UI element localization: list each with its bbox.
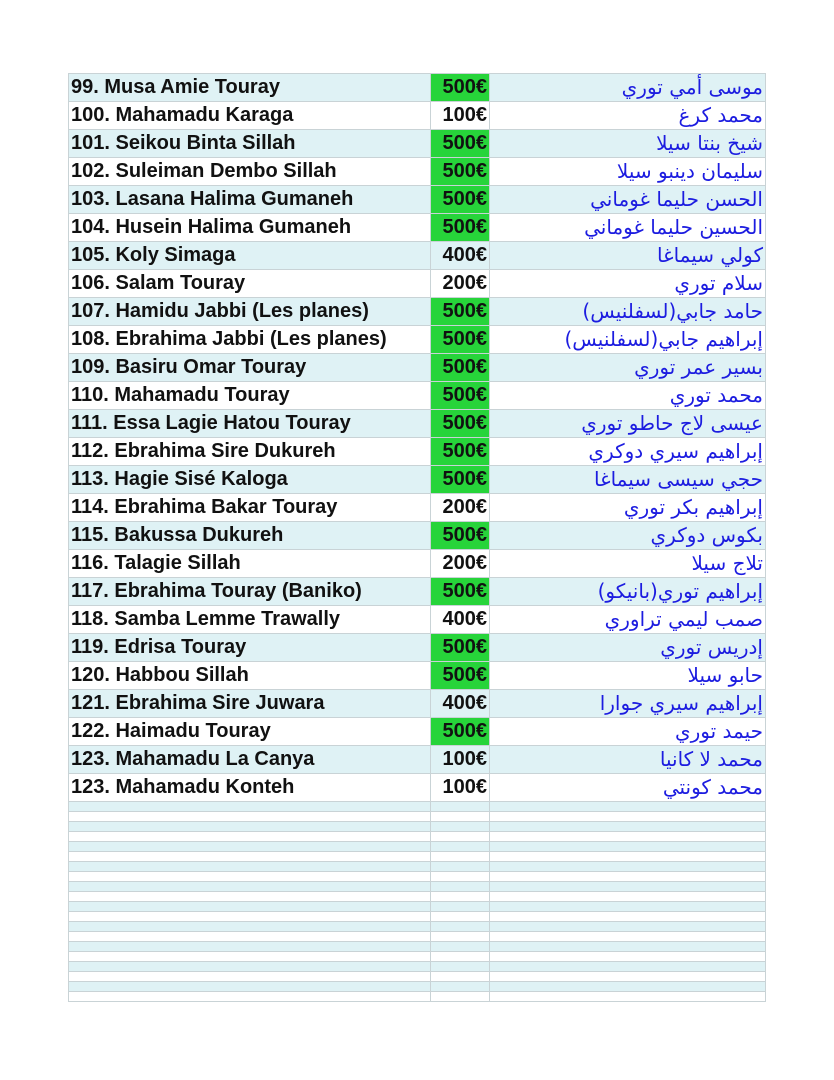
empty-cell[interactable]: [69, 962, 431, 971]
empty-cell[interactable]: [431, 902, 490, 911]
name-cell[interactable]: 119. Edrisa Touray: [69, 634, 431, 661]
empty-cell[interactable]: [431, 832, 490, 841]
empty-cell[interactable]: [431, 892, 490, 901]
empty-cell[interactable]: [69, 882, 431, 891]
table-row[interactable]: [69, 690, 766, 718]
amount-cell[interactable]: 500€: [431, 466, 490, 493]
empty-row[interactable]: [69, 892, 766, 902]
name-cell[interactable]: 106. Salam Touray: [69, 270, 431, 297]
amount-cell[interactable]: 500€: [431, 718, 490, 745]
amount-cell[interactable]: 100€: [431, 774, 490, 801]
empty-cell[interactable]: [431, 852, 490, 861]
empty-row[interactable]: [69, 982, 766, 992]
arabic-name-cell[interactable]: بكوس دوكري: [490, 522, 766, 549]
empty-cell[interactable]: [69, 902, 431, 911]
arabic-name-cell[interactable]: إبراهيم جابي(لسفلنيس): [490, 326, 766, 353]
table-row[interactable]: [69, 606, 766, 634]
empty-cell[interactable]: [490, 822, 766, 831]
empty-cell[interactable]: [69, 942, 431, 951]
arabic-name-cell[interactable]: حابو سيلا: [490, 662, 766, 689]
empty-cell[interactable]: [431, 972, 490, 981]
empty-rows: [69, 802, 766, 1002]
arabic-name-cell[interactable]: سليمان دينبو سيلا: [490, 158, 766, 185]
amount-cell[interactable]: 500€: [431, 438, 490, 465]
empty-cell[interactable]: [431, 952, 490, 961]
empty-cell[interactable]: [431, 862, 490, 871]
empty-cell[interactable]: [69, 862, 431, 871]
amount-cell[interactable]: 200€: [431, 270, 490, 297]
empty-row[interactable]: [69, 952, 766, 962]
empty-cell[interactable]: [69, 822, 431, 831]
arabic-name-cell[interactable]: إبراهيم سيري دوكري: [490, 438, 766, 465]
empty-cell[interactable]: [431, 822, 490, 831]
name-cell[interactable]: 120. Habbou Sillah: [69, 662, 431, 689]
name-cell[interactable]: 111. Essa Lagie Hatou Touray: [69, 410, 431, 437]
empty-cell[interactable]: [69, 922, 431, 931]
empty-cell[interactable]: [69, 932, 431, 941]
table-row[interactable]: [69, 494, 766, 522]
amount-cell[interactable]: 500€: [431, 214, 490, 241]
table-row[interactable]: [69, 438, 766, 466]
table-row[interactable]: [69, 746, 766, 774]
name-cell[interactable]: 99. Musa Amie Touray: [69, 74, 431, 101]
empty-cell[interactable]: [431, 872, 490, 881]
empty-cell[interactable]: [69, 832, 431, 841]
table-row[interactable]: [69, 102, 766, 130]
name-cell[interactable]: 114. Ebrahima Bakar Touray: [69, 494, 431, 521]
empty-row[interactable]: [69, 852, 766, 862]
amount-cell[interactable]: 500€: [431, 326, 490, 353]
name-cell[interactable]: 109. Basiru Omar Touray: [69, 354, 431, 381]
amount-cell[interactable]: 400€: [431, 606, 490, 633]
empty-cell[interactable]: [431, 812, 490, 821]
empty-cell[interactable]: [490, 882, 766, 891]
amount-cell[interactable]: 100€: [431, 746, 490, 773]
empty-cell[interactable]: [69, 912, 431, 921]
table-row[interactable]: [69, 550, 766, 578]
empty-cell[interactable]: [490, 892, 766, 901]
empty-cell[interactable]: [490, 902, 766, 911]
arabic-name-cell[interactable]: كولي سيماغا: [490, 242, 766, 269]
amount-cell[interactable]: 500€: [431, 158, 490, 185]
amount-cell[interactable]: 500€: [431, 186, 490, 213]
empty-cell[interactable]: [69, 892, 431, 901]
empty-cell[interactable]: [431, 942, 490, 951]
amount-cell[interactable]: 400€: [431, 690, 490, 717]
name-cell[interactable]: 107. Hamidu Jabbi (Les planes): [69, 298, 431, 325]
empty-row[interactable]: [69, 842, 766, 852]
arabic-name-cell[interactable]: محمد كرغ: [490, 102, 766, 129]
empty-row[interactable]: [69, 942, 766, 952]
amount-cell[interactable]: 500€: [431, 74, 490, 101]
empty-row[interactable]: [69, 832, 766, 842]
arabic-name-cell[interactable]: محمد توري: [490, 382, 766, 409]
empty-cell[interactable]: [431, 922, 490, 931]
name-cell[interactable]: 104. Husein Halima Gumaneh: [69, 214, 431, 241]
empty-cell[interactable]: [431, 982, 490, 991]
table-row[interactable]: [69, 718, 766, 746]
arabic-name-cell[interactable]: صمب ليمي تراوري: [490, 606, 766, 633]
table-row[interactable]: [69, 158, 766, 186]
arabic-name-cell[interactable]: محمد كونتي: [490, 774, 766, 801]
arabic-name-cell[interactable]: إبراهيم توري(بانيكو): [490, 578, 766, 605]
empty-cell[interactable]: [490, 962, 766, 971]
empty-cell[interactable]: [490, 932, 766, 941]
amount-cell[interactable]: 500€: [431, 298, 490, 325]
empty-row[interactable]: [69, 932, 766, 942]
empty-cell[interactable]: [69, 952, 431, 961]
name-cell[interactable]: 108. Ebrahima Jabbi (Les planes): [69, 326, 431, 353]
table-row[interactable]: [69, 522, 766, 550]
table-row[interactable]: [69, 74, 766, 102]
empty-row[interactable]: [69, 912, 766, 922]
empty-cell[interactable]: [69, 842, 431, 851]
table-row[interactable]: [69, 214, 766, 242]
name-cell[interactable]: 115. Bakussa Dukureh: [69, 522, 431, 549]
empty-cell[interactable]: [490, 972, 766, 981]
empty-row[interactable]: [69, 882, 766, 892]
arabic-name-cell[interactable]: عيسى لاج حاطو توري: [490, 410, 766, 437]
name-cell[interactable]: 113. Hagie Sisé Kaloga: [69, 466, 431, 493]
name-cell[interactable]: 116. Talagie Sillah: [69, 550, 431, 577]
empty-cell[interactable]: [490, 992, 766, 1001]
arabic-name-cell[interactable]: حجي سيسى سيماغا: [490, 466, 766, 493]
table-row[interactable]: [69, 410, 766, 438]
amount-cell[interactable]: 400€: [431, 242, 490, 269]
arabic-name-cell[interactable]: موسى أمي توري: [490, 74, 766, 101]
arabic-name-cell[interactable]: إدريس توري: [490, 634, 766, 661]
empty-row[interactable]: [69, 872, 766, 882]
empty-cell[interactable]: [490, 812, 766, 821]
amount-cell[interactable]: 200€: [431, 550, 490, 577]
amount-cell[interactable]: 100€: [431, 102, 490, 129]
empty-cell[interactable]: [431, 912, 490, 921]
empty-row[interactable]: [69, 972, 766, 982]
empty-cell[interactable]: [69, 852, 431, 861]
empty-cell[interactable]: [69, 972, 431, 981]
table-row[interactable]: [69, 466, 766, 494]
name-cell[interactable]: 105. Koly Simaga: [69, 242, 431, 269]
table-row[interactable]: [69, 186, 766, 214]
empty-row[interactable]: [69, 962, 766, 972]
name-cell[interactable]: 121. Ebrahima Sire Juwara: [69, 690, 431, 717]
amount-cell[interactable]: 500€: [431, 578, 490, 605]
table-row[interactable]: [69, 298, 766, 326]
name-cell[interactable]: 118. Samba Lemme Trawally: [69, 606, 431, 633]
table-row[interactable]: [69, 774, 766, 802]
arabic-name-cell[interactable]: بسير عمر توري: [490, 354, 766, 381]
name-cell[interactable]: 117. Ebrahima Touray (Baniko): [69, 578, 431, 605]
empty-row[interactable]: [69, 902, 766, 912]
arabic-name-cell[interactable]: شيخ بنتا سيلا: [490, 130, 766, 157]
empty-cell[interactable]: [490, 912, 766, 921]
amount-cell[interactable]: 500€: [431, 522, 490, 549]
name-cell[interactable]: 103. Lasana Halima Gumaneh: [69, 186, 431, 213]
name-cell[interactable]: 123. Mahamadu La Canya: [69, 746, 431, 773]
arabic-name-cell[interactable]: تلاج سيلا: [490, 550, 766, 577]
name-cell[interactable]: 122. Haimadu Touray: [69, 718, 431, 745]
spreadsheet-table: [68, 73, 766, 1002]
arabic-name-cell[interactable]: إبراهيم سيري جوارا: [490, 690, 766, 717]
empty-cell[interactable]: [431, 992, 490, 1001]
amount-cell[interactable]: 200€: [431, 494, 490, 521]
table-row[interactable]: [69, 326, 766, 354]
amount-cell[interactable]: 500€: [431, 634, 490, 661]
empty-cell[interactable]: [69, 802, 431, 811]
empty-cell[interactable]: [490, 852, 766, 861]
table-body: [69, 74, 766, 802]
empty-cell[interactable]: [490, 802, 766, 811]
empty-row[interactable]: [69, 922, 766, 932]
empty-cell[interactable]: [431, 842, 490, 851]
empty-cell[interactable]: [490, 832, 766, 841]
empty-cell[interactable]: [69, 812, 431, 821]
empty-cell[interactable]: [490, 982, 766, 991]
name-cell[interactable]: 100. Mahamadu Karaga: [69, 102, 431, 129]
arabic-name-cell[interactable]: محمد لا كانيا: [490, 746, 766, 773]
amount-cell[interactable]: 500€: [431, 382, 490, 409]
arabic-name-cell[interactable]: الحسين حليما غوماني: [490, 214, 766, 241]
amount-cell[interactable]: 500€: [431, 130, 490, 157]
empty-cell[interactable]: [69, 992, 431, 1001]
empty-cell[interactable]: [490, 942, 766, 951]
table-row[interactable]: [69, 270, 766, 298]
name-cell[interactable]: 112. Ebrahima Sire Dukureh: [69, 438, 431, 465]
empty-cell[interactable]: [431, 932, 490, 941]
empty-cell[interactable]: [431, 962, 490, 971]
empty-row[interactable]: [69, 802, 766, 812]
empty-cell[interactable]: [490, 862, 766, 871]
arabic-name-cell[interactable]: سلام توري: [490, 270, 766, 297]
empty-cell[interactable]: [431, 882, 490, 891]
amount-cell[interactable]: 500€: [431, 410, 490, 437]
empty-row[interactable]: [69, 992, 766, 1002]
arabic-name-cell[interactable]: الحسن حليما غوماني: [490, 186, 766, 213]
empty-cell[interactable]: [490, 842, 766, 851]
table-row[interactable]: [69, 242, 766, 270]
arabic-name-cell[interactable]: إبراهيم بكر توري: [490, 494, 766, 521]
empty-cell[interactable]: [490, 872, 766, 881]
amount-cell[interactable]: 500€: [431, 662, 490, 689]
empty-row[interactable]: [69, 822, 766, 832]
empty-cell[interactable]: [69, 872, 431, 881]
empty-row[interactable]: [69, 862, 766, 872]
empty-cell[interactable]: [69, 982, 431, 991]
arabic-name-cell[interactable]: حامد جابي(لسفلنيس): [490, 298, 766, 325]
empty-cell[interactable]: [490, 922, 766, 931]
amount-cell[interactable]: 500€: [431, 354, 490, 381]
table-row[interactable]: [69, 634, 766, 662]
empty-cell[interactable]: [431, 802, 490, 811]
table-row[interactable]: [69, 662, 766, 690]
name-cell[interactable]: 102. Suleiman Dembo Sillah: [69, 158, 431, 185]
name-cell[interactable]: 101. Seikou Binta Sillah: [69, 130, 431, 157]
empty-cell[interactable]: [490, 952, 766, 961]
table-row[interactable]: [69, 578, 766, 606]
table-row[interactable]: [69, 382, 766, 410]
table-row[interactable]: [69, 130, 766, 158]
arabic-name-cell[interactable]: حيمد توري: [490, 718, 766, 745]
name-cell[interactable]: 110. Mahamadu Touray: [69, 382, 431, 409]
empty-row[interactable]: [69, 812, 766, 822]
name-cell[interactable]: 123. Mahamadu Konteh: [69, 774, 431, 801]
table-row[interactable]: [69, 354, 766, 382]
